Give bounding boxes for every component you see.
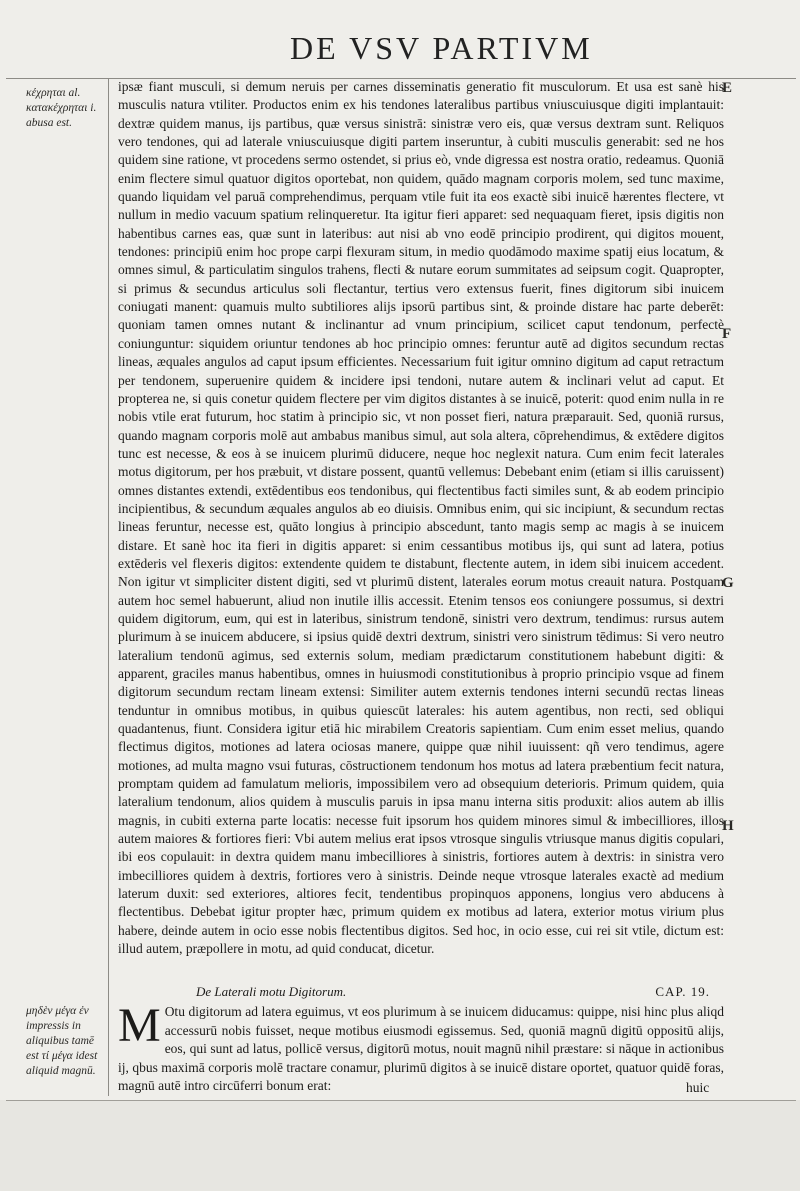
section-letter-h: H: [722, 818, 734, 834]
body-paragraph: ipsæ fiant musculi, si demum neruis per carnes disseminatis generatio fit musculorum. Et usa est sanè his musculis natura vtiliter. Productos enim ex his tendones lateralibus partibus vniuscuiusque digiti implantauit: dextræ quidem manus, ijs partibus, quæ versus sinistrā: sinistræ vero eis, quæ versus dextram sunt. Reliquos vero tendones, qui ad laterale vniuscuiusque digiti partem inseruntur, à cubiti musculis generabit: sed ne hos quidem sine ratione, vt procedens sermo ostendet, si prius eò, vnde digressa est nostra oratio, redeamus. Quoniā enim flectere simul quatuor digitos oportebat, non quidem, quādo magnam corporis molem, sed tunc maxime, quando liquidam vel paruā comprehendimus, perquam vtile fuit ita eos exactè sibi inuicē hærentes flectere, vt nullum in medio vacuum spatium relinqueretur. Ita igitur fieri apparet: sed nequaquam fieret, ipsis digitis non habentibus carnes eas, quæ sunt in lateribus: aut nisi ab vno eodē principio prodirent, qui digitos mouent, tendones: principiū enim hoc prope carpi flexuram situm, in medio quodāmodo maxime spatij eius locatum, & omnes simul, & particulatim singulos trahens, flecti & nutare eorum summitates ad seipsum cogit. Quapropter, si primus & secundus articulus soli flectantur, tertius vero extensus fuerit, fines digitorum sibi inuicem coniugati manent: quamuis multo subtiliores alijs ipsorū partibus sint, & proinde distare hac parte deberēt: quoniam tamen omnes nutant & inclinantur ad vnum principium, scilicet caput tendonum, perfectè coniunguntur: siquidem oriuntur tendones ab hoc principio omnes: feruntur autē ad digitos secundum rectas lineas, æquales angulos ad caput ipsum efficientes. Necessarium fuit igitur omnino digitum ad caput retractum per tendonem, superuenire quidem & incidere ipsi tendoni, nutare autem & inclinari velut ad caput. Et propterea ne, si quis conetur quidem flectere per vim digitos distantes à se inuicē, poterit: quod enim nulla in re nobis vtile erat futurum, hoc statim à principio sic, vt non posset fieri, natura præparauit. Sed, quoniā rursus, quando magnam corporis molē aut ambabus manibus simul, aut sola altera, cōprehendimus, & extēdere digitos tunc est necesse, & eos à se inuicem plurimū diducere, neque hoc neglexit natura. Cum enim fecit laterales motus digitorum, per hos præbuit, vt distare possent, quantū vellemus: Debebant enim (etiam si illis caruissent) omnes distantes extendi, extēdentibus eos tendonibus, qui flectentibus facti similes sunt, & ab eodem principio incipientibus, & secundum æquales angulos ab eo diuisis. Omnibus enim, qui sic incipiunt, & secundum rectas lineas feruntur, necesse est, quāto longius à principio abscedunt, tanto magis semp ac magis à se inuicem distare. Et sanè hoc ita fieri in digitis apparet: si enim cessantibus motibus ijs, qui sunt ad latera, potius extēderis vel flexeris digitos: extendente quidem te distabunt, flectente autem, in idem sibi inuicem accedent. Non igitur vt simpliciter distent digiti, sed vt plurimū distent, laterales eorum motus creauit natura. Postquam autem hoc semel habuerunt, aliud non inutile illis accessit. Etenim tensos eos coniungere possumus, si dextri quidem digitorum, eum, qui est in lateribus, sinistrum tendonē, sinistri vero dextrum, tendimus: rursus autem plurimum à se inuicem abducere, si ipsius quidē dextri dextrum, sinistri vero sinistrum tēdimus: Si vero neutro lateralium tendonū agimus, sed externis solum, mediam prædictarum constitutionem habebunt digiti: & apparent, graciles manus habentibus, omnes in huiusmodi constitutionibus à proprio principio vsque ad finem digitorum secundum rectam lineam extensi: Similiter autem externis tendones interni secundū rectas lineas tenduntur in omnibus motibus, in quibus quiescūt laterales: his autem agentibus, non recti, sed obliqui quadantenus, fiunt. Considera igitur etiā hic mirabilem Creatoris sapientiam. Cum enim esset melius, quando flectimus digitos, motiones ad latera ociosas manere, quippe quæ nihil iuuissent: qñ vero tendimus, agere motiones, ad multa magno vsui futuras, cōstructionem tendonum hos motus ad latera præbentium fecit natura, promptam quidem ad famulatum melioris, impossibilem vero ad obsequium deterioris. Primum quidem, quia lateralium tendonum, alios quidem à musculis paruis in ipsa manu interna sitis produxit: alios autem ab illis magnis, in cubiti externa parte locatis: necesse fuit ipsorum hos quidem minores simul & imbecilliores, illos autem maiores & fortiores fieri: Vbi autem melius erat ipsos vtrosque singulis vtriusque manus digitis copulari, ibi eos copulauit: in dextra quidem manu imbecilliores à sinistris, fortiores autem à dextris: in sinistra vero imbecilliores quidem à dextris, fortiores vero à sinistris. Deinde neque vtrosque laterales exactè ad medium laterum duxit: sed exteriores, altiores fecit, tendentibus propinquos apponens, longius vero abducens à flectentibus. Debebat igitur propter hæc, primum quidem ex motibus ad latera, exterior motus virium plus habere, deinde autem in ocio esse nobis flectentibus digitos. Sed hoc, in ocio esse, cui rei sit vtile, dictum est: illud autem, præpollere in motu, ad quid conducat, dicetur.: [118, 79, 724, 957]
bottom-rule: [6, 1100, 796, 1101]
main-text: [118, 78, 724, 959]
section-letter-e: E: [722, 80, 733, 96]
chapter-text: [118, 999, 724, 1096]
section-letter-g: G: [722, 575, 734, 591]
chapter-heading: [196, 984, 710, 1000]
chapter-title: De Laterali motu Digitorum.: [196, 984, 347, 999]
section-letter-f: F: [722, 326, 732, 342]
page-bottom-margin: [0, 1100, 800, 1191]
chapter-paragraph: [118, 999, 724, 1096]
chapter-body: Otu digitorum ad latera eguimus, vt eos plurimum à se inuicem diducamus: quippe, nisi hinc plus aliqd accessurū nobis fuisset, neque motibus eiusmodi egissemus. Sed, quoniā magnū digitū oppositū alijs, eos, qui sunt ad latus, pollicē versus, digitorū motus, nouit magnū nihil præstare: si nāque in actionibus ij, qbus maximā corporis molē tractare conamur, plurimū digitos à se inuicē distare oportet, quatuor quidē foras, magnū autē intro circūferri bonum erat:: [118, 1004, 724, 1093]
chapter-number: CAP. 19.: [655, 984, 710, 999]
margin-note-bottom: μηδὲν μέγα ἐν impressis in aliquibus tamē est τί μέγα idest aliquid magnū.: [26, 1005, 98, 1077]
margin-rule: [108, 78, 109, 1096]
catchword: huic: [686, 1080, 710, 1095]
drop-cap: M: [118, 999, 161, 1052]
margin-note-top: κέχρηται al. κατακέχρηται i. abusa est.: [26, 87, 97, 129]
running-head: DE VSV PARTIVM: [290, 30, 593, 66]
